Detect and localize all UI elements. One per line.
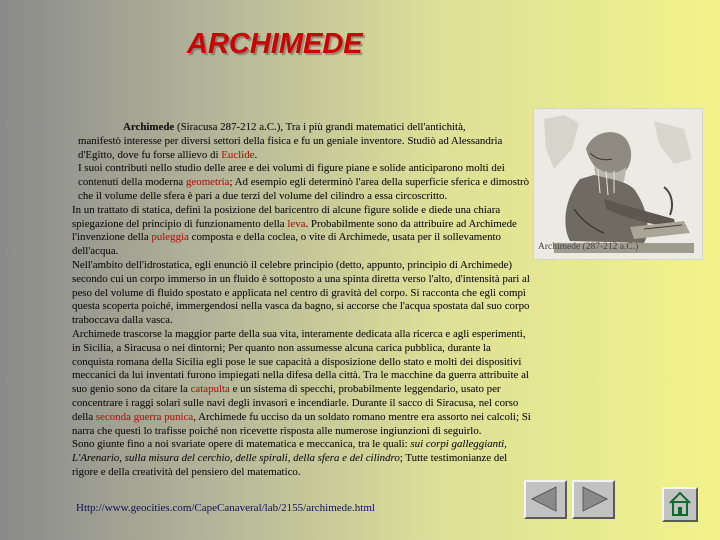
paragraph-intro: Archimede (Siracusa 287-212 a.C.), Tra i più grandi matematici dell'antichità, (123, 121, 466, 133)
term-puleggia[interactable]: puleggia (151, 231, 189, 244)
term-geometria[interactable]: geometria (185, 176, 230, 189)
paragraph-statics: In un trattato di statica, definì la posizione del baricentro di alcune figure solide e diede una chiara spiegazione del principio di funzionamento della leva. Probabilmente sono da attribuire ad Archimede l'invenzione della puleggia composta e della coclea, o vite di Archimede, usata per il sollevamento dell'acqua. (72, 203, 517, 258)
term-euclide[interactable]: Euclide (221, 148, 255, 161)
portrait-engraving-icon (534, 109, 702, 259)
portrait-caption: Archimede (287-212 a.C.) (538, 242, 639, 252)
term-seconda-guerra-punica[interactable]: seconda guerra punica (95, 410, 194, 423)
forward-button[interactable] (572, 480, 615, 519)
home-button[interactable] (662, 487, 698, 522)
source-url[interactable]: Http://www.geocities.com/CapeCanaveral/lab/2155/archimede.html (76, 502, 375, 514)
paragraph-works: Sono giunte fino a noi svariate opere di matematica e meccanica, tra le quali: sui corpi galleggianti, L'Arenario, sulla misura del cerchio, delle spirali, della sfera e del cilindro; Tutte testimonianze del rigore e della creatività del pensiero del matematico. (72, 438, 508, 478)
page-title: ARCHIMEDE (187, 28, 363, 60)
subject-name: Archimede (123, 121, 175, 133)
term-catapulta[interactable]: catapulta (190, 383, 230, 396)
triangle-left-icon (526, 482, 565, 517)
paragraph-geometry: I suoi contributi nello studio delle aree e dei volumi di figure piane e solide anticiparono molti dei contenuti della moderna geometria; Ad esempio egli determinò l'area della superficie sferica e dimostrò che il volume delle sfera è pari a due terzi del volume del cilindro a essa circoscritto. (78, 162, 530, 202)
paragraph-hydrostatics: Nell'ambito dell'idrostatica, egli enunciò il celebre principio (detto, appunto, principio di Archimede) secondo cui un corpo immerso in un fluido è sottoposto a una spinta diretta verso l'alto, d'intensità pari al peso del volume di fluido spostato e applicata nel centro di gravità del corpo. Si racconta che egli compì questa scoperta poiché, immergendosi nella vasca da bagno, si accorse che l'acqua spostata dal suo corpo traboccava dalla vasca. (72, 258, 530, 327)
paragraph-life: Archimede trascorse la maggior parte della sua vita, interamente dedicata alla ricerca e agli esperimenti, in Sicilia, a Siracusa o nei dintorni; Per quanto non assumesse alcuna carica pubblica, durante la conquista romana della Sicilia egli pose le sue capacità a disposizione dello stato e molti dei dispositivi meccanici da lui inventati furono impiegati nella difesa della città. Tra le macchine da guerra attribuite al suo genio sono da citare la catapulta e un sistema di specchi, probabilmente leggendario, usato per concentrare i raggi solari sulle navi degli invasori e incendiarle. Durante il sacco di Siracusa, nel corso della seconda guerra punica, Archimede fu ucciso da un soldato romano mentre era assorto nei calcoli; Si narra che questi lo trafisse poiché non ricevette risposta alle numerose ingiunzioni di seguirlo. (72, 327, 531, 437)
paragraph-intro-cont: manifestò interesse per diversi settori della fisica e fu un geniale inventore. Studiò ad Alessandria d'Egitto, dove fu forse allievo di Euclide. (78, 134, 503, 161)
house-icon (664, 489, 696, 520)
works-list: sui corpi galleggianti, L'Arenario, sulla misura del cerchio, delle spirali, della sfera e del cilindro (72, 438, 507, 465)
term-leva[interactable]: leva (287, 217, 306, 230)
back-button[interactable] (524, 480, 567, 519)
biography-text (72, 121, 532, 480)
archimedes-portrait (533, 108, 703, 260)
triangle-right-icon (574, 482, 613, 517)
